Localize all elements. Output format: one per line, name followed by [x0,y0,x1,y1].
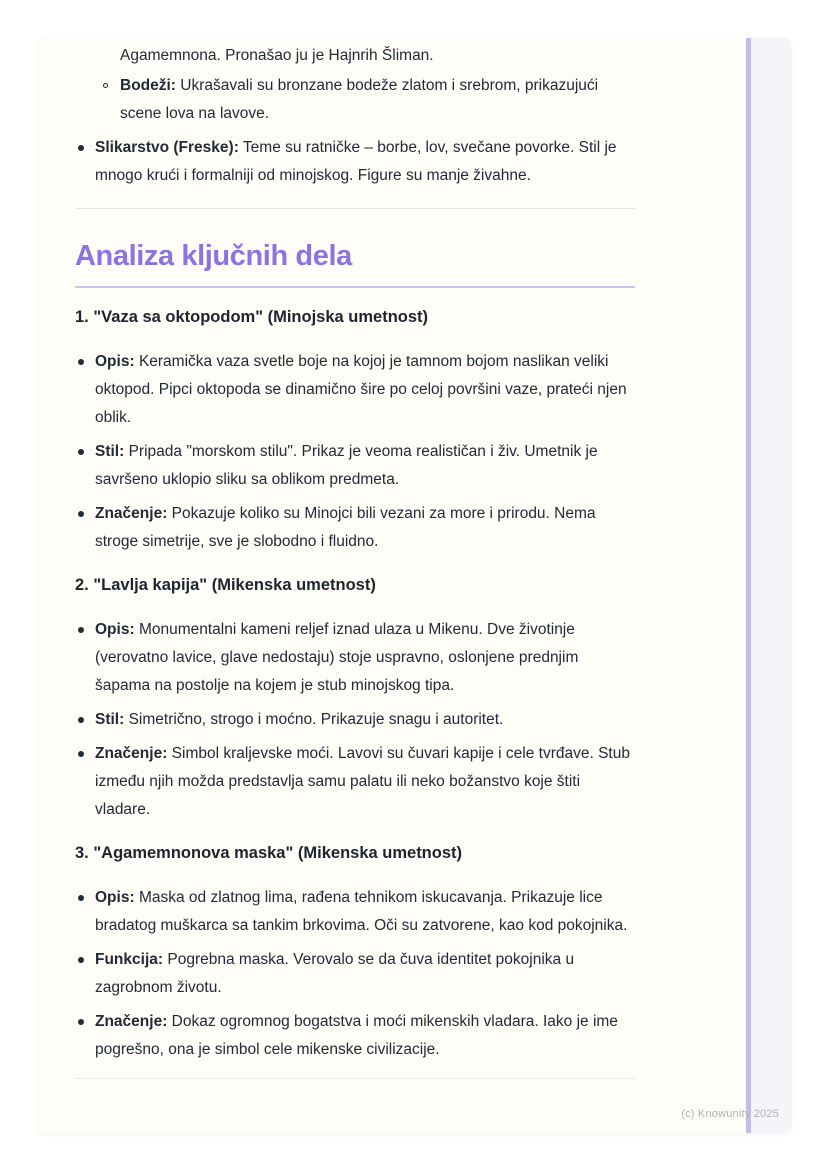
point-label: Značenje: [95,505,168,522]
point-text: Simbol kraljevske moći. Lavovi su čuvari kapije i cele tvrđave. Stub između njih možda predstavlja samu palatu ili neko božanstvo koje štiti vladare. [95,745,630,818]
list-item [75,946,635,1002]
point-text: Pogrebna maska. Verovalo se da čuva identitet pokojnika u zagrobnom životu. [95,951,575,996]
list-item [75,500,635,556]
copyright-notice: (c) Knowunity 2025 [681,1108,779,1120]
page-edge-strip [751,38,791,1133]
list-item [75,1008,635,1064]
list-item [75,884,635,940]
bullet-dot-icon [78,449,84,455]
page-edge-bar [746,38,751,1133]
list-item [75,72,635,128]
list-item [75,348,635,432]
point-text: Maska od zlatnog lima, rađena tehnikom iskucavanja. Prikazuje lice bradatog muškarca sa tankim brkovima. Oči su zatvorene, kao kod pokojnika. [95,889,628,934]
point-label: Opis: [95,889,135,906]
work-points-2 [75,616,635,824]
work-heading-2: 2. "Lavlja kapija" (Mikenska umetnost) [75,576,376,594]
item-text: Ukrašavali su bronzane bodeže zlatom i srebrom, prikazujući scene lova na lavove. [120,77,599,122]
bullet-dot-icon [78,145,84,151]
point-text: Keramička vaza svetle boje na kojoj je tamnom bojom naslikan veliki oktopod. Pipci oktopoda se dinamično šire po celoj površini vaze, prateći njen oblik. [95,353,627,426]
continuation-paragraph: Agamemnona. Pronašao ju je Hajnrih Šliman. [120,47,434,64]
nested-bullet-list [75,72,635,128]
list-item [75,740,635,824]
work-points-3 [75,884,635,1064]
point-label: Opis: [95,621,135,638]
work-points-1 [75,348,635,556]
point-label: Stil: [95,711,125,728]
bullet-dot-icon [78,751,84,757]
point-label: Stil: [95,443,125,460]
bullet-dot-icon [78,627,84,633]
list-item [75,706,635,734]
item-label: Slikarstvo (Freske): [95,139,239,156]
bullet-dot-icon [78,717,84,723]
bullet-dot-icon [78,511,84,517]
point-text: Simetrično, strogo i moćno. Prikazuje snagu i autoritet. [128,711,504,728]
document-content [75,42,635,1079]
item-text: Teme su ratničke – borbe, lov, svečane povorke. Stil je mnogo krući i formalniji od minojskog. Figure su manje živahne. [95,139,617,184]
point-text: Monumentalni kameni reljef iznad ulaza u Mikenu. Dve životinje (verovatno lavice, glave nedostaju) stoje uspravno, oslonjene prednjim šapama na postolje na kojem je stub minojskog tipa. [95,621,579,694]
document-page [38,38,791,1133]
point-label: Značenje: [95,1013,168,1030]
work-heading-3: 3. "Agamemnonova maska" (Mikenska umetnost) [75,844,463,862]
point-text: Pripada "morskom stilu". Prikaz je veoma realističan i živ. Umetnik je savršeno uklopio sliku sa oblikom predmeta. [95,443,598,488]
section-divider [75,208,635,209]
point-text: Dokaz ogromnog bogatstva i moći mikenskih vladara. Iako je ime pogrešno, ona je simbol cele mikenske civilizacije. [95,1013,618,1058]
point-label: Opis: [95,353,135,370]
bullet-dot-icon [78,957,84,963]
work-heading-1: 1. "Vaza sa oktopodom" (Minojska umetnost) [75,308,429,326]
bullet-dot-icon [78,1019,84,1025]
section-divider [75,1078,635,1079]
bullet-circle-icon [103,83,108,88]
point-label: Funkcija: [95,951,164,968]
bullet-list [75,134,635,190]
bullet-dot-icon [78,895,84,901]
item-label: Bodeži: [120,77,176,94]
bullet-dot-icon [78,359,84,365]
list-item [75,438,635,494]
point-label: Značenje: [95,745,168,762]
point-text: Pokazuje koliko su Minojci bili vezani za more i prirodu. Nema stroge simetrije, sve je slobodno i fluidno. [95,505,596,550]
page-title: Analiza ključnih dela [75,239,635,288]
list-item [75,616,635,700]
list-item [75,134,635,190]
